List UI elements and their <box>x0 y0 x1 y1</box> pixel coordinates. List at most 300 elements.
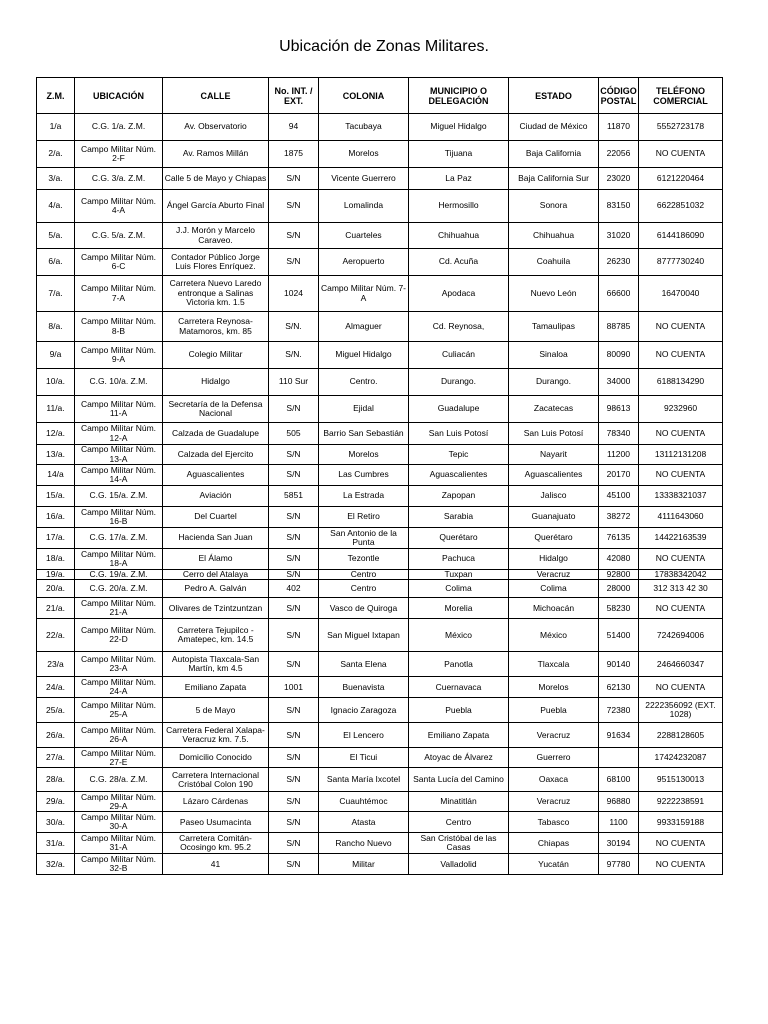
cell-estado: Baja California <box>509 141 599 168</box>
cell-municipio: La Paz <box>409 168 509 190</box>
cell-calle: Calzada de Guadalupe <box>163 423 269 445</box>
cell-numero: S/N <box>269 619 319 652</box>
table-row <box>37 190 723 223</box>
cell-ubicacion: Campo Militar Núm. 26-A <box>75 723 163 748</box>
cell-municipio: Minatitlán <box>409 792 509 812</box>
cell-calle: Lázaro Cárdenas <box>163 792 269 812</box>
cell-numero: 1001 <box>269 677 319 698</box>
cell-codigo-postal: 22056 <box>599 141 639 168</box>
cell-municipio: Chihuahua <box>409 223 509 249</box>
cell-calle: Aguascalientes <box>163 465 269 486</box>
cell-calle: Av. Ramos Millán <box>163 141 269 168</box>
cell-codigo-postal: 92800 <box>599 570 639 580</box>
cell-numero: 402 <box>269 580 319 598</box>
table-row <box>37 570 723 580</box>
cell-estado: Coahuila <box>509 249 599 276</box>
cell-calle: Secretaría de la Defensa Nacional <box>163 396 269 423</box>
table-row <box>37 445 723 465</box>
cell-codigo-postal: 58230 <box>599 598 639 619</box>
cell-telefono: 16470040 <box>639 276 723 312</box>
cell-calle: Carretera Nuevo Laredo entronque a Salinas Victoria km. 1.5 <box>163 276 269 312</box>
cell-ubicacion: Campo Militar Núm. 2-F <box>75 141 163 168</box>
cell-telefono: 13338321037 <box>639 486 723 507</box>
cell-colonia: Morelos <box>319 141 409 168</box>
header-calle: CALLE <box>163 78 269 114</box>
cell-zm: 23/a <box>37 652 75 677</box>
table-row <box>37 792 723 812</box>
cell-estado: Colima <box>509 580 599 598</box>
cell-colonia: Ignacio Zaragoza <box>319 698 409 723</box>
cell-zm: 24/a. <box>37 677 75 698</box>
cell-ubicacion: Campo Militar Núm. 14-A <box>75 465 163 486</box>
cell-telefono: 14422163539 <box>639 528 723 549</box>
cell-estado: Oaxaca <box>509 768 599 792</box>
table-row <box>37 507 723 528</box>
table-row <box>37 580 723 598</box>
cell-codigo-postal: 51400 <box>599 619 639 652</box>
cell-municipio: Santa Lucía del Camino <box>409 768 509 792</box>
cell-ubicacion: Campo Militar Núm. 23-A <box>75 652 163 677</box>
cell-colonia: Centro <box>319 580 409 598</box>
cell-calle: J.J. Morón y Marcelo Caraveo. <box>163 223 269 249</box>
cell-municipio: Durango. <box>409 369 509 396</box>
cell-estado: Veracruz <box>509 723 599 748</box>
table-row <box>37 369 723 396</box>
header-codigo-postal: CÓDIGO POSTAL <box>599 78 639 114</box>
cell-codigo-postal: 80090 <box>599 342 639 369</box>
cell-ubicacion: Campo Militar Núm. 25-A <box>75 698 163 723</box>
cell-colonia: Buenavista <box>319 677 409 698</box>
cell-telefono: 17838342042 <box>639 570 723 580</box>
cell-colonia: La Estrada <box>319 486 409 507</box>
cell-calle: Aviación <box>163 486 269 507</box>
cell-calle: Calzada del Ejercito <box>163 445 269 465</box>
cell-numero: S/N <box>269 168 319 190</box>
cell-ubicacion: Campo Militar Núm. 12-A <box>75 423 163 445</box>
cell-numero: 94 <box>269 114 319 141</box>
cell-codigo-postal: 96880 <box>599 792 639 812</box>
cell-zm: 32/a. <box>37 854 75 875</box>
cell-colonia: Santa Elena <box>319 652 409 677</box>
table-row <box>37 598 723 619</box>
cell-telefono: NO CUENTA <box>639 312 723 342</box>
table-row <box>37 748 723 768</box>
cell-telefono: 8777730240 <box>639 249 723 276</box>
cell-estado: Sinaloa <box>509 342 599 369</box>
cell-municipio: Cd. Reynosa, <box>409 312 509 342</box>
cell-estado: Puebla <box>509 698 599 723</box>
page-title: Ubicación de Zonas Militares. <box>279 38 489 55</box>
cell-codigo-postal: 76135 <box>599 528 639 549</box>
cell-calle: 41 <box>163 854 269 875</box>
table-row <box>37 168 723 190</box>
cell-ubicacion: Campo Militar Núm. 4-A <box>75 190 163 223</box>
cell-numero: 5851 <box>269 486 319 507</box>
cell-estado: México <box>509 619 599 652</box>
cell-numero: S/N <box>269 549 319 570</box>
cell-codigo-postal: 28000 <box>599 580 639 598</box>
header-estado: ESTADO <box>509 78 599 114</box>
cell-colonia: San Miguel Ixtapan <box>319 619 409 652</box>
cell-numero: S/N <box>269 792 319 812</box>
cell-estado: Guanajuato <box>509 507 599 528</box>
cell-telefono: 6622851032 <box>639 190 723 223</box>
cell-estado: Durango. <box>509 369 599 396</box>
cell-numero: S/N <box>269 723 319 748</box>
cell-numero: S/N <box>269 249 319 276</box>
cell-municipio: Guadalupe <box>409 396 509 423</box>
cell-numero: S/N. <box>269 342 319 369</box>
cell-colonia: Las Cumbres <box>319 465 409 486</box>
cell-ubicacion: Campo Militar Núm. 27-E <box>75 748 163 768</box>
cell-ubicacion: Campo Militar Núm. 24-A <box>75 677 163 698</box>
cell-municipio: Cuernavaca <box>409 677 509 698</box>
cell-zm: 30/a. <box>37 812 75 833</box>
cell-estado: Nuevo León <box>509 276 599 312</box>
cell-codigo-postal: 78340 <box>599 423 639 445</box>
cell-codigo-postal: 31020 <box>599 223 639 249</box>
cell-calle: Av. Observatorio <box>163 114 269 141</box>
table-row <box>37 423 723 445</box>
cell-telefono: NO CUENTA <box>639 342 723 369</box>
table-row <box>37 486 723 507</box>
cell-numero: S/N <box>269 854 319 875</box>
cell-colonia: Ejidal <box>319 396 409 423</box>
cell-colonia: San Antonio de la Punta <box>319 528 409 549</box>
cell-municipio: San Luis Potosí <box>409 423 509 445</box>
cell-numero: S/N <box>269 465 319 486</box>
cell-calle: 5 de Mayo <box>163 698 269 723</box>
cell-colonia: Atasta <box>319 812 409 833</box>
cell-ubicacion: Campo Militar Núm. 13-A <box>75 445 163 465</box>
cell-calle: Del Cuartel <box>163 507 269 528</box>
cell-numero: 1024 <box>269 276 319 312</box>
cell-telefono: 6144186090 <box>639 223 723 249</box>
cell-ubicacion: Campo Militar Núm. 31-A <box>75 833 163 854</box>
cell-codigo-postal: 90140 <box>599 652 639 677</box>
cell-telefono: NO CUENTA <box>639 549 723 570</box>
cell-codigo-postal: 88785 <box>599 312 639 342</box>
cell-estado: Veracruz <box>509 570 599 580</box>
table-row <box>37 141 723 168</box>
cell-estado: Zacatecas <box>509 396 599 423</box>
cell-telefono: 312 313 42 30 <box>639 580 723 598</box>
table-row <box>37 465 723 486</box>
cell-ubicacion: C.G. 1/a. Z.M. <box>75 114 163 141</box>
table-row <box>37 549 723 570</box>
cell-zm: 11/a. <box>37 396 75 423</box>
cell-calle: Contador Público Jorge Luis Flores Enríquez. <box>163 249 269 276</box>
cell-estado: Chihuahua <box>509 223 599 249</box>
cell-colonia: El Lencero <box>319 723 409 748</box>
cell-numero: S/N <box>269 396 319 423</box>
cell-municipio: Atoyac de Álvarez <box>409 748 509 768</box>
cell-telefono: 7242694006 <box>639 619 723 652</box>
cell-municipio: Zapopan <box>409 486 509 507</box>
cell-colonia: Almaguer <box>319 312 409 342</box>
cell-estado: Tlaxcala <box>509 652 599 677</box>
cell-colonia: Aeropuerto <box>319 249 409 276</box>
cell-calle: Cerro del Atalaya <box>163 570 269 580</box>
table-row <box>37 223 723 249</box>
cell-codigo-postal: 20170 <box>599 465 639 486</box>
cell-telefono: 9222238591 <box>639 792 723 812</box>
cell-ubicacion: C.G. 3/a. Z.M. <box>75 168 163 190</box>
table-row <box>37 114 723 141</box>
cell-codigo-postal: 72380 <box>599 698 639 723</box>
cell-estado: Ciudad de México <box>509 114 599 141</box>
cell-estado: Morelos <box>509 677 599 698</box>
cell-numero: S/N <box>269 833 319 854</box>
cell-codigo-postal: 66600 <box>599 276 639 312</box>
table-row <box>37 276 723 312</box>
cell-codigo-postal: 11870 <box>599 114 639 141</box>
cell-codigo-postal: 34000 <box>599 369 639 396</box>
cell-calle: Colegio Militar <box>163 342 269 369</box>
cell-colonia: Centro <box>319 570 409 580</box>
cell-telefono: 2464660347 <box>639 652 723 677</box>
cell-numero: 505 <box>269 423 319 445</box>
cell-telefono: 4111643060 <box>639 507 723 528</box>
cell-zm: 12/a. <box>37 423 75 445</box>
cell-municipio: Puebla <box>409 698 509 723</box>
cell-zm: 3/a. <box>37 168 75 190</box>
table-row <box>37 249 723 276</box>
table-row <box>37 312 723 342</box>
cell-colonia: Campo Militar Núm. 7-A <box>319 276 409 312</box>
cell-zm: 9/a <box>37 342 75 369</box>
cell-codigo-postal: 11200 <box>599 445 639 465</box>
cell-colonia: El Ticui <box>319 748 409 768</box>
table-row <box>37 723 723 748</box>
cell-estado: Michoacán <box>509 598 599 619</box>
cell-zm: 27/a. <box>37 748 75 768</box>
cell-colonia: Vicente Guerrero <box>319 168 409 190</box>
cell-telefono: 13112131208 <box>639 445 723 465</box>
cell-zm: 25/a. <box>37 698 75 723</box>
cell-telefono: 2288128605 <box>639 723 723 748</box>
cell-telefono: 17424232087 <box>639 748 723 768</box>
cell-colonia: Barrio San Sebastián <box>319 423 409 445</box>
military-zones-table <box>36 77 723 875</box>
cell-estado: Sonora <box>509 190 599 223</box>
cell-telefono: NO CUENTA <box>639 141 723 168</box>
cell-municipio: Tijuana <box>409 141 509 168</box>
cell-zm: 16/a. <box>37 507 75 528</box>
cell-numero: S/N <box>269 748 319 768</box>
cell-municipio: Culiacán <box>409 342 509 369</box>
cell-estado: Baja California Sur <box>509 168 599 190</box>
cell-estado: Tabasco <box>509 812 599 833</box>
cell-numero: S/N <box>269 652 319 677</box>
cell-colonia: Militar <box>319 854 409 875</box>
cell-numero: S/N <box>269 812 319 833</box>
table-row <box>37 396 723 423</box>
cell-ubicacion: Campo Militar Núm. 30-A <box>75 812 163 833</box>
cell-municipio: Pachuca <box>409 549 509 570</box>
cell-calle: Pedro A. Galván <box>163 580 269 598</box>
cell-telefono: 6121220464 <box>639 168 723 190</box>
cell-calle: Ángel García Aburto Final <box>163 190 269 223</box>
cell-codigo-postal: 45100 <box>599 486 639 507</box>
cell-colonia: Morelos <box>319 445 409 465</box>
header-municipio: MUNICIPIO O DELEGACIÓN <box>409 78 509 114</box>
cell-codigo-postal: 26230 <box>599 249 639 276</box>
cell-ubicacion: C.G. 10/a. Z.M. <box>75 369 163 396</box>
cell-colonia: Rancho Nuevo <box>319 833 409 854</box>
cell-numero: S/N <box>269 598 319 619</box>
cell-numero: 1875 <box>269 141 319 168</box>
cell-codigo-postal: 38272 <box>599 507 639 528</box>
cell-codigo-postal: 1100 <box>599 812 639 833</box>
cell-zm: 10/a. <box>37 369 75 396</box>
table-row <box>37 652 723 677</box>
cell-zm: 6/a. <box>37 249 75 276</box>
cell-municipio: México <box>409 619 509 652</box>
cell-ubicacion: Campo Militar Núm. 32-B <box>75 854 163 875</box>
cell-codigo-postal: 83150 <box>599 190 639 223</box>
cell-ubicacion: C.G. 17/a. Z.M. <box>75 528 163 549</box>
cell-codigo-postal: 97780 <box>599 854 639 875</box>
cell-codigo-postal: 91634 <box>599 723 639 748</box>
cell-ubicacion: C.G. 28/a. Z.M. <box>75 768 163 792</box>
cell-estado: Guerrero <box>509 748 599 768</box>
cell-telefono: NO CUENTA <box>639 833 723 854</box>
cell-municipio: Morelia <box>409 598 509 619</box>
cell-calle: Hidalgo <box>163 369 269 396</box>
cell-telefono: NO CUENTA <box>639 677 723 698</box>
cell-estado: Hidalgo <box>509 549 599 570</box>
cell-estado: Veracruz <box>509 792 599 812</box>
cell-municipio: Centro <box>409 812 509 833</box>
cell-numero: S/N <box>269 507 319 528</box>
cell-zm: 21/a. <box>37 598 75 619</box>
cell-telefono: 9232960 <box>639 396 723 423</box>
header-ubicacion: UBICACIÓN <box>75 78 163 114</box>
cell-ubicacion: C.G. 5/a. Z.M. <box>75 223 163 249</box>
cell-estado: Querétaro <box>509 528 599 549</box>
cell-calle: Paseo Usumacinta <box>163 812 269 833</box>
cell-telefono: NO CUENTA <box>639 465 723 486</box>
cell-ubicacion: Campo Militar Núm. 6-C <box>75 249 163 276</box>
cell-colonia: Cuauhtémoc <box>319 792 409 812</box>
cell-estado: San Luis Potosí <box>509 423 599 445</box>
cell-codigo-postal: 23020 <box>599 168 639 190</box>
table-row <box>37 677 723 698</box>
cell-telefono: 9933159188 <box>639 812 723 833</box>
cell-calle: Carretera Tejupilco - Amatepec, km. 14.5 <box>163 619 269 652</box>
cell-municipio: Querétaro <box>409 528 509 549</box>
cell-colonia: Cuarteles <box>319 223 409 249</box>
cell-ubicacion: Campo Militar Núm. 9-A <box>75 342 163 369</box>
cell-colonia: Vasco de Quiroga <box>319 598 409 619</box>
cell-zm: 22/a. <box>37 619 75 652</box>
header-row <box>37 78 723 114</box>
cell-numero: S/N <box>269 570 319 580</box>
cell-colonia: Miguel Hidalgo <box>319 342 409 369</box>
header-zm: Z.M. <box>37 78 75 114</box>
cell-ubicacion: C.G. 20/a. Z.M. <box>75 580 163 598</box>
cell-zm: 15/a. <box>37 486 75 507</box>
cell-colonia: Tacubaya <box>319 114 409 141</box>
cell-telefono: 9515130013 <box>639 768 723 792</box>
cell-calle: Autopista Tlaxcala-San Martín, km 4.5 <box>163 652 269 677</box>
cell-colonia: Santa María Ixcotel <box>319 768 409 792</box>
cell-calle: Carretera Federal Xalapa-Veracruz km. 7.5. <box>163 723 269 748</box>
cell-zm: 14/a <box>37 465 75 486</box>
cell-ubicacion: Campo Militar Núm. 7-A <box>75 276 163 312</box>
table-row <box>37 854 723 875</box>
cell-zm: 4/a. <box>37 190 75 223</box>
cell-zm: 26/a. <box>37 723 75 748</box>
cell-codigo-postal: 68100 <box>599 768 639 792</box>
cell-numero: S/N. <box>269 312 319 342</box>
cell-zm: 17/a. <box>37 528 75 549</box>
cell-telefono: NO CUENTA <box>639 598 723 619</box>
cell-ubicacion: Campo Militar Núm. 22-D <box>75 619 163 652</box>
cell-estado: Nayarit <box>509 445 599 465</box>
cell-zm: 31/a. <box>37 833 75 854</box>
cell-zm: 20/a. <box>37 580 75 598</box>
cell-calle: Hacienda San Juan <box>163 528 269 549</box>
table-row <box>37 698 723 723</box>
cell-codigo-postal: 62130 <box>599 677 639 698</box>
cell-zm: 28/a. <box>37 768 75 792</box>
cell-codigo-postal: 42080 <box>599 549 639 570</box>
cell-codigo-postal: 98613 <box>599 396 639 423</box>
cell-ubicacion: C.G. 15/a. Z.M. <box>75 486 163 507</box>
cell-numero: S/N <box>269 190 319 223</box>
cell-municipio: Apodaca <box>409 276 509 312</box>
cell-telefono: NO CUENTA <box>639 854 723 875</box>
cell-colonia: Centro. <box>319 369 409 396</box>
cell-municipio: Emiliano Zapata <box>409 723 509 748</box>
cell-zm: 19/a. <box>37 570 75 580</box>
cell-colonia: Tezontle <box>319 549 409 570</box>
cell-telefono: 2222356092 (EXT. 1028) <box>639 698 723 723</box>
cell-estado: Tamaulipas <box>509 312 599 342</box>
table-row <box>37 833 723 854</box>
cell-zm: 7/a. <box>37 276 75 312</box>
cell-ubicacion: Campo Militar Núm. 29-A <box>75 792 163 812</box>
cell-municipio: Colima <box>409 580 509 598</box>
cell-calle: Carretera Comitán-Ocosingo km. 95.2 <box>163 833 269 854</box>
cell-municipio: Miguel Hidalgo <box>409 114 509 141</box>
cell-zm: 13/a. <box>37 445 75 465</box>
cell-ubicacion: Campo Militar Núm. 8-B <box>75 312 163 342</box>
cell-municipio: Panotla <box>409 652 509 677</box>
cell-municipio: Tuxpan <box>409 570 509 580</box>
cell-ubicacion: Campo Militar Núm. 16-B <box>75 507 163 528</box>
cell-codigo-postal <box>599 748 639 768</box>
cell-municipio: Aguascalientes <box>409 465 509 486</box>
cell-calle: El Álamo <box>163 549 269 570</box>
cell-ubicacion: Campo Militar Núm. 18-A <box>75 549 163 570</box>
cell-calle: Olivares de Tzintzuntzan <box>163 598 269 619</box>
cell-municipio: Cd. Acuña <box>409 249 509 276</box>
cell-estado: Yucatán <box>509 854 599 875</box>
table-row <box>37 768 723 792</box>
cell-municipio: Tepic <box>409 445 509 465</box>
table-row <box>37 342 723 369</box>
cell-calle: Emiliano Zapata <box>163 677 269 698</box>
cell-colonia: El Retiro <box>319 507 409 528</box>
cell-estado: Aguascalientes <box>509 465 599 486</box>
cell-municipio: Valladolid <box>409 854 509 875</box>
cell-municipio: San Cristóbal de las Casas <box>409 833 509 854</box>
cell-ubicacion: Campo Militar Núm. 21-A <box>75 598 163 619</box>
cell-calle: Domicilio Conocido <box>163 748 269 768</box>
